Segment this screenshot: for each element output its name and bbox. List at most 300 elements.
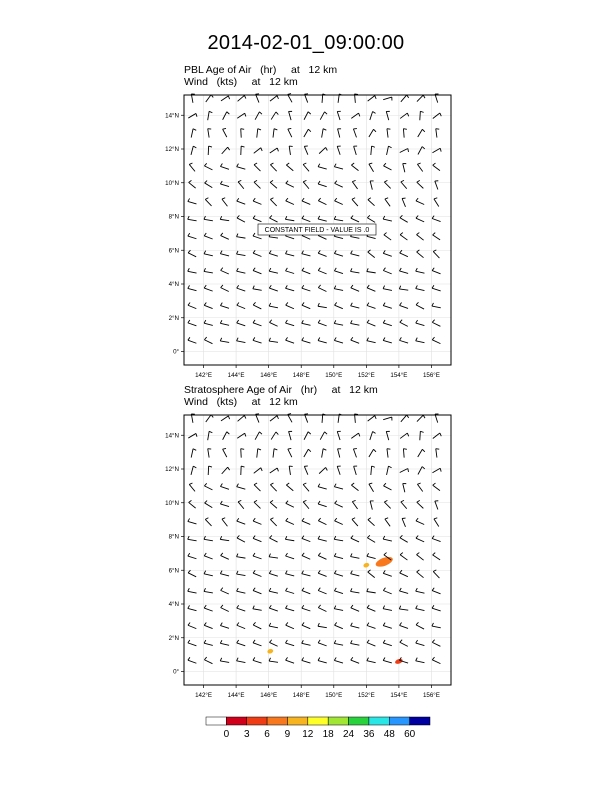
colorbar-swatch: [328, 717, 348, 725]
wind-barb: [189, 182, 196, 188]
wind-barb-feather: [253, 640, 255, 643]
colorbar-label: 60: [404, 729, 416, 740]
wind-barb: [334, 289, 343, 291]
wind-barb-feather: [302, 622, 304, 625]
wind-barb: [253, 573, 261, 576]
wind-barb: [269, 661, 278, 662]
wind-barb-feather: [351, 657, 353, 660]
wind-barb: [286, 340, 294, 343]
lon-tick-label: 146°E: [260, 372, 278, 379]
wind-barb: [334, 167, 343, 169]
wind-barb-feather: [416, 338, 418, 341]
wind-barb: [318, 591, 326, 594]
wind-barb-feather: [237, 251, 238, 254]
wind-barb: [368, 252, 375, 258]
wind-barb-feather: [204, 320, 206, 323]
lat-tick-label: 2°N: [168, 314, 179, 322]
wind-barb: [418, 129, 423, 137]
wind-barb: [188, 113, 196, 118]
wind-barb: [383, 340, 392, 342]
wind-barb-feather: [204, 163, 206, 166]
wind-barb: [221, 608, 229, 612]
wind-barb: [204, 574, 213, 576]
wind-barb: [432, 642, 440, 646]
wind-barb-feather: [403, 449, 406, 450]
wind-barb: [417, 182, 424, 188]
wind-barb: [204, 271, 213, 273]
wind-barb: [416, 521, 424, 525]
wind-barb: [387, 449, 388, 458]
wind-barb: [334, 591, 343, 594]
wind-barb: [370, 111, 373, 120]
wind-barb: [270, 538, 278, 542]
lon-tick-label: 150°E: [325, 692, 343, 699]
wind-barb: [416, 643, 425, 646]
wind-barb: [369, 484, 374, 492]
lat-tick-label: 6°N: [168, 247, 179, 255]
wind-barb: [220, 486, 229, 489]
wind-barb-feather: [188, 233, 190, 236]
colorbar-swatch: [287, 717, 307, 725]
wind-barb-feather: [372, 466, 375, 467]
wind-barb: [436, 129, 437, 138]
wind-barb: [416, 305, 424, 309]
wind-barb: [418, 449, 423, 457]
wind-barb-feather: [351, 337, 353, 340]
wind-barb: [208, 449, 209, 458]
wind-barb-feather: [241, 449, 244, 450]
wind-barb: [432, 340, 440, 344]
wind-barb: [402, 198, 405, 206]
wind-barb-feather: [204, 657, 206, 660]
wind-barb: [417, 555, 424, 561]
wind-barb: [204, 643, 213, 645]
wind-barb: [417, 415, 423, 421]
wind-barb: [288, 129, 292, 137]
wind-barb: [237, 521, 245, 524]
wind-barb: [302, 521, 310, 525]
wind-barb: [367, 661, 376, 663]
wind-barb: [253, 289, 262, 291]
colorbar-swatch: [410, 717, 430, 725]
wind-barb: [289, 431, 291, 440]
wind-barb: [220, 184, 229, 187]
wind-barb: [285, 254, 294, 256]
wind-barb: [400, 625, 408, 628]
wind-barb: [269, 557, 278, 558]
wind-barb-feather: [432, 657, 434, 660]
wind-barb: [318, 487, 327, 489]
wind-barb-feather: [355, 414, 358, 415]
wind-barb: [204, 539, 213, 541]
wind-barb: [319, 467, 326, 473]
wind-barb-feather: [334, 164, 336, 167]
wind-barb-feather: [221, 233, 223, 236]
wind-barb: [188, 236, 197, 239]
wind-barb: [238, 95, 245, 101]
wind-barb-feather: [432, 268, 434, 271]
wind-barb: [223, 112, 227, 120]
wind-barb: [253, 625, 261, 629]
wind-barb: [400, 642, 408, 646]
wind-barb-feather: [286, 198, 288, 201]
wind-barb: [318, 184, 327, 187]
wind-barb: [302, 201, 310, 205]
wind-barb-feather: [383, 337, 385, 340]
wind-barb: [368, 96, 375, 101]
wind-barb-feather: [351, 215, 353, 218]
wind-barb: [303, 164, 309, 171]
wind-barb-feather: [334, 553, 336, 556]
wind-barb-feather: [302, 640, 304, 643]
wind-barb-feather: [220, 658, 221, 661]
wind-barb-feather: [351, 285, 353, 288]
wind-barb-feather: [286, 337, 288, 340]
wind-barb: [269, 237, 278, 238]
wind-barb-feather: [400, 553, 403, 555]
wind-barb: [273, 129, 274, 138]
wind-barb-feather: [325, 432, 328, 434]
wind-barb-feather: [434, 518, 437, 519]
wind-barb-feather: [318, 588, 320, 591]
wind-barb-feather: [302, 518, 304, 521]
wind-barb: [220, 219, 229, 220]
wind-barb: [334, 660, 343, 663]
wind-barb: [385, 199, 390, 206]
wind-barb: [253, 201, 261, 204]
wind-barb: [383, 609, 392, 611]
wind-barb: [285, 219, 294, 220]
wind-barb-feather: [269, 570, 271, 573]
wind-barb-feather: [383, 657, 385, 660]
wind-barb-feather: [334, 251, 336, 254]
wind-barb: [220, 323, 229, 325]
wind-barb-feather: [400, 233, 403, 235]
wind-barb: [270, 199, 276, 205]
wind-barb: [237, 433, 244, 438]
wind-barb: [204, 340, 212, 344]
wind-barb: [237, 167, 246, 170]
wind-barb-feather: [373, 111, 376, 113]
wind-barb: [237, 661, 246, 663]
wind-barb-feather: [432, 605, 434, 608]
wind-barb-feather: [373, 431, 376, 433]
lat-tick-label: 10°N: [165, 179, 179, 187]
wind-barb: [188, 253, 196, 257]
wind-barb-feather: [352, 198, 355, 200]
wind-barb: [208, 129, 209, 138]
wind-barb-feather: [318, 501, 320, 504]
wind-barb-feather: [308, 112, 311, 114]
wind-barb: [220, 341, 229, 342]
wind-barb-feather: [228, 467, 230, 470]
wind-barb: [318, 556, 326, 560]
wind-barb-feather: [385, 198, 388, 199]
wind-barb-feather: [220, 571, 222, 574]
wind-barb-feather: [367, 640, 369, 643]
wind-barb: [204, 305, 212, 308]
wind-barb-feather: [269, 268, 271, 271]
wind-barb-feather: [253, 320, 255, 323]
wind-barb: [318, 626, 327, 627]
wind-barb: [368, 520, 375, 526]
wind-barb-feather: [368, 518, 371, 520]
wind-barb: [416, 271, 425, 273]
wind-barb: [383, 270, 391, 273]
wind-barb: [237, 305, 245, 308]
wind-barb-feather: [253, 553, 255, 556]
wind-barb: [320, 112, 324, 120]
wind-barb-feather: [220, 640, 222, 643]
wind-barb-feather: [188, 570, 190, 573]
wind-barb: [238, 415, 245, 421]
wind-barb: [401, 95, 407, 102]
wind-barb: [273, 449, 274, 458]
wind-barb: [302, 643, 311, 645]
wind-barb-feather: [416, 640, 418, 643]
wind-barb-feather: [302, 657, 304, 660]
wind-barb-feather: [383, 268, 385, 271]
wind-barb: [302, 556, 310, 560]
lon-tick-label: 148°E: [292, 692, 310, 699]
wind-barb-feather: [383, 606, 385, 609]
wind-barb-feather: [204, 605, 206, 608]
wind-barb: [370, 181, 372, 190]
wind-barb: [302, 236, 310, 240]
wind-barb: [189, 484, 195, 491]
colorbar-label: 48: [383, 729, 395, 740]
wind-barb-feather: [188, 518, 190, 521]
wind-barb: [420, 431, 421, 440]
lon-tick-label: 142°E: [195, 372, 213, 379]
wind-barb-feather: [227, 112, 230, 114]
wind-barb: [304, 466, 308, 474]
wind-barb-feather: [416, 198, 418, 201]
wind-barb-feather: [221, 285, 223, 288]
wind-barb-feather: [352, 500, 355, 501]
wind-barb-feather: [188, 553, 190, 556]
wind-barb: [384, 486, 392, 490]
wind-barb-feather: [204, 337, 206, 340]
wind-barb: [353, 129, 356, 137]
wind-barb: [432, 608, 441, 611]
wind-barb-feather: [416, 588, 418, 591]
wind-barb-feather: [422, 147, 425, 149]
wind-barb-feather: [318, 570, 320, 573]
wind-barb: [432, 538, 440, 541]
wind-barb-feather: [375, 416, 376, 419]
wind-barb-feather: [259, 432, 262, 434]
lat-tick-label: 14°N: [165, 112, 179, 120]
wind-barb: [220, 504, 229, 507]
wind-barb-feather: [277, 468, 278, 471]
wind-barb: [417, 572, 424, 578]
wind-barb: [221, 416, 228, 421]
wind-barb: [237, 201, 245, 204]
wind-barb-feather: [303, 163, 306, 165]
wind-barb: [384, 235, 391, 240]
wind-barb: [269, 253, 278, 256]
wind-barb-feather: [244, 415, 246, 418]
wind-barb-feather: [422, 449, 424, 452]
wind-barb-feather: [417, 500, 420, 502]
lon-tick-label: 142°E: [195, 692, 213, 699]
wind-barb: [369, 449, 374, 457]
wind-barb: [254, 148, 261, 154]
wind-barb-feather: [433, 483, 436, 485]
lon-tick-label: 156°E: [422, 372, 440, 379]
wind-barb: [208, 431, 209, 440]
wind-barb-feather: [400, 303, 402, 306]
wind-barb: [351, 271, 360, 272]
wind-barb: [383, 289, 392, 291]
wind-barb: [417, 95, 423, 101]
wind-barb-feather: [245, 113, 246, 116]
wind-barb: [367, 538, 375, 543]
wind-barb: [204, 608, 212, 611]
wind-barb-feather: [209, 431, 212, 432]
wind-barb-feather: [277, 416, 278, 419]
wind-barb-feather: [432, 623, 434, 626]
wind-barb: [416, 218, 424, 222]
wind-barb-feather: [189, 180, 192, 182]
wind-barb: [368, 200, 375, 206]
panel2-title-line1: Stratosphere Age of Air (hr) at 12 km: [184, 384, 378, 396]
wind-barb: [334, 323, 343, 325]
colorbar-swatch: [206, 717, 226, 725]
wind-barb: [432, 218, 440, 221]
wind-barb-feather: [188, 337, 190, 340]
wind-barb-feather: [325, 112, 328, 114]
wind-barb-feather: [302, 553, 304, 556]
wind-barb: [288, 94, 292, 102]
wind-barb-feather: [220, 251, 222, 254]
wind-barb: [254, 182, 260, 188]
wind-barb-feather: [369, 483, 372, 484]
wind-barb-feather: [384, 483, 386, 486]
wind-barb: [435, 501, 438, 509]
wind-barb-feather: [399, 286, 400, 289]
wind-barb-feather: [433, 553, 436, 555]
wind-barb: [352, 199, 358, 206]
lat-tick-label: 14°N: [165, 432, 179, 440]
wind-barb: [188, 433, 196, 438]
age-of-air-blob: [374, 555, 394, 569]
wind-barb-feather: [237, 571, 238, 574]
wind-barb-feather: [318, 484, 320, 487]
wind-barb-feather: [285, 251, 287, 254]
wind-barb: [369, 164, 374, 172]
wind-barb: [318, 306, 327, 307]
wind-barb-feather: [237, 484, 239, 487]
wind-barb-feather: [375, 96, 376, 99]
wind-barb-feather: [269, 605, 271, 608]
wind-barb-feather: [302, 588, 304, 591]
wind-barb-feather: [269, 338, 270, 341]
wind-barb: [433, 252, 439, 259]
wind-barb: [286, 305, 294, 309]
wind-barb-feather: [355, 94, 358, 95]
wind-barb-feather: [253, 536, 255, 539]
wind-barb: [351, 626, 360, 628]
wind-barb: [417, 164, 422, 171]
wind-barb: [288, 449, 292, 457]
wind-barb: [367, 272, 376, 273]
wind-barb: [286, 485, 293, 491]
wind-barb: [387, 146, 389, 155]
wind-barb-feather: [388, 146, 391, 148]
wind-barb: [400, 322, 408, 326]
wind-barb-feather: [188, 657, 190, 660]
wind-barb: [237, 288, 246, 291]
wind-barb: [188, 608, 197, 610]
wind-barb: [318, 219, 327, 221]
wind-barb-feather: [196, 433, 197, 436]
wind-barb-feather: [189, 483, 192, 484]
wind-barb-feather: [318, 181, 320, 184]
wind-barb: [417, 502, 424, 508]
wind-barb: [383, 253, 392, 256]
wind-barb: [253, 643, 261, 646]
wind-barb-feather: [383, 570, 385, 573]
wind-barb: [400, 305, 408, 308]
wind-barb-feather: [253, 286, 254, 289]
wind-barb: [334, 573, 343, 576]
wind-barb: [318, 539, 327, 541]
wind-barb: [304, 432, 308, 440]
wind-barb: [253, 323, 261, 326]
wind-barb-feather: [237, 234, 238, 237]
wind-barb: [367, 236, 376, 238]
panel1-title-line2: Wind (kts) at 12 km: [184, 76, 298, 88]
wind-barb: [334, 643, 343, 645]
wind-barb-feather: [237, 640, 239, 643]
lon-tick-label: 152°E: [357, 372, 375, 379]
wind-barb-feather: [417, 483, 420, 484]
wind-barb: [221, 556, 229, 560]
wind-barb: [255, 112, 259, 120]
wind-barb-feather: [334, 484, 336, 487]
wind-barb-feather: [237, 658, 239, 661]
wind-barb: [351, 557, 360, 559]
wind-barb-feather: [253, 302, 255, 305]
wind-barb-feather: [237, 338, 239, 341]
wind-barb: [204, 323, 213, 325]
wind-barb: [302, 574, 311, 576]
wind-barb: [253, 660, 262, 663]
wind-barb: [220, 166, 229, 169]
wind-barb: [367, 288, 375, 292]
colorbar-label: 12: [302, 729, 314, 740]
wind-barb: [417, 252, 424, 258]
wind-barb-feather: [383, 303, 385, 306]
wind-barb-feather: [302, 571, 304, 574]
wind-barb: [254, 502, 260, 508]
wind-barb: [220, 626, 229, 629]
wind-barb-feather: [288, 448, 291, 449]
wind-barb-feather: [318, 640, 320, 643]
wind-barb: [337, 146, 340, 155]
wind-barb: [188, 521, 197, 523]
wind-barb: [334, 487, 343, 489]
wind-barb-feather: [318, 623, 319, 626]
wind-barb-feather: [367, 553, 369, 556]
wind-barb-feather: [372, 146, 375, 147]
wind-barb-feather: [228, 96, 229, 99]
wind-barb-feather: [401, 500, 404, 502]
wind-barb-feather: [204, 251, 206, 254]
wind-barb: [304, 129, 308, 137]
